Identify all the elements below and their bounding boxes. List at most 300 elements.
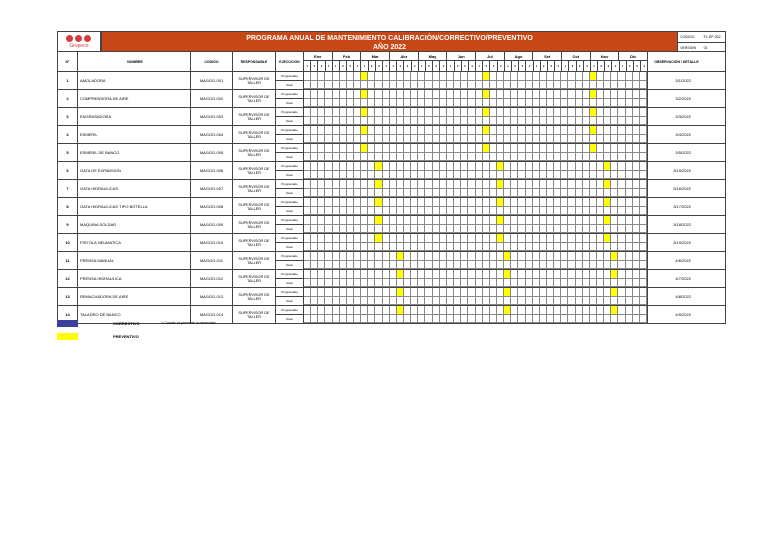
schedule-cell[interactable] [547, 99, 554, 108]
schedule-cell[interactable] [497, 270, 504, 279]
schedule-cell[interactable] [511, 153, 518, 162]
schedule-cell[interactable] [368, 81, 375, 90]
schedule-cell[interactable] [311, 135, 318, 144]
schedule-cell[interactable] [411, 171, 418, 180]
schedule-cell[interactable] [597, 252, 604, 261]
schedule-cell[interactable] [597, 216, 604, 225]
schedule-cell[interactable] [483, 207, 490, 216]
schedule-cell[interactable] [633, 162, 640, 171]
schedule-cell[interactable] [333, 90, 340, 99]
schedule-cell[interactable] [425, 81, 432, 90]
schedule-cell[interactable] [576, 153, 583, 162]
schedule-cell[interactable] [304, 99, 311, 108]
schedule-cell[interactable] [547, 90, 554, 99]
schedule-cell[interactable] [483, 216, 490, 225]
schedule-cell[interactable] [340, 171, 347, 180]
schedule-cell[interactable] [533, 297, 540, 306]
schedule-cell[interactable] [518, 252, 525, 261]
schedule-cell[interactable] [604, 72, 611, 81]
schedule-cell[interactable] [433, 153, 440, 162]
schedule-cell[interactable] [618, 126, 625, 135]
schedule-cell[interactable] [533, 153, 540, 162]
schedule-cell[interactable] [483, 252, 490, 261]
preventive-mark[interactable] [590, 108, 597, 117]
schedule-cell[interactable] [368, 225, 375, 234]
schedule-cell[interactable] [304, 306, 311, 315]
schedule-cell[interactable] [333, 297, 340, 306]
schedule-cell[interactable] [404, 99, 411, 108]
schedule-cell[interactable] [440, 189, 447, 198]
schedule-cell[interactable] [576, 162, 583, 171]
schedule-cell[interactable] [554, 153, 561, 162]
schedule-cell[interactable] [397, 144, 404, 153]
schedule-cell[interactable] [533, 198, 540, 207]
schedule-cell[interactable] [533, 117, 540, 126]
schedule-cell[interactable] [618, 162, 625, 171]
schedule-cell[interactable] [318, 171, 325, 180]
schedule-cell[interactable] [576, 261, 583, 270]
schedule-cell[interactable] [425, 117, 432, 126]
schedule-cell[interactable] [354, 225, 361, 234]
schedule-cell[interactable] [640, 99, 647, 108]
schedule-cell[interactable] [618, 315, 625, 324]
schedule-cell[interactable] [325, 261, 332, 270]
schedule-cell[interactable] [347, 288, 354, 297]
schedule-cell[interactable] [454, 90, 461, 99]
schedule-cell[interactable] [511, 279, 518, 288]
schedule-cell[interactable] [454, 216, 461, 225]
schedule-cell[interactable] [483, 225, 490, 234]
schedule-cell[interactable] [333, 162, 340, 171]
schedule-cell[interactable] [497, 288, 504, 297]
schedule-cell[interactable] [404, 198, 411, 207]
schedule-cell[interactable] [640, 189, 647, 198]
schedule-cell[interactable] [447, 144, 454, 153]
schedule-cell[interactable] [597, 126, 604, 135]
schedule-cell[interactable] [368, 108, 375, 117]
schedule-cell[interactable] [354, 270, 361, 279]
schedule-cell[interactable] [411, 216, 418, 225]
schedule-cell[interactable] [497, 279, 504, 288]
schedule-cell[interactable] [425, 198, 432, 207]
schedule-cell[interactable] [325, 81, 332, 90]
schedule-cell[interactable] [626, 252, 633, 261]
schedule-cell[interactable] [304, 72, 311, 81]
schedule-cell[interactable] [583, 252, 590, 261]
schedule-cell[interactable] [340, 216, 347, 225]
schedule-cell[interactable] [561, 279, 568, 288]
schedule-cell[interactable] [497, 297, 504, 306]
schedule-cell[interactable] [583, 153, 590, 162]
schedule-cell[interactable] [547, 72, 554, 81]
schedule-cell[interactable] [518, 171, 525, 180]
schedule-cell[interactable] [318, 117, 325, 126]
schedule-cell[interactable] [626, 180, 633, 189]
schedule-cell[interactable] [547, 126, 554, 135]
schedule-cell[interactable] [476, 99, 483, 108]
schedule-cell[interactable] [461, 252, 468, 261]
schedule-cell[interactable] [626, 207, 633, 216]
schedule-cell[interactable] [533, 162, 540, 171]
schedule-cell[interactable] [554, 117, 561, 126]
schedule-cell[interactable] [561, 126, 568, 135]
schedule-cell[interactable] [347, 108, 354, 117]
schedule-cell[interactable] [604, 288, 611, 297]
schedule-cell[interactable] [354, 72, 361, 81]
schedule-cell[interactable] [318, 99, 325, 108]
schedule-cell[interactable] [333, 198, 340, 207]
schedule-cell[interactable] [461, 243, 468, 252]
schedule-cell[interactable] [354, 279, 361, 288]
preventive-mark[interactable] [375, 180, 382, 189]
schedule-cell[interactable] [640, 306, 647, 315]
schedule-cell[interactable] [611, 279, 618, 288]
schedule-cell[interactable] [626, 144, 633, 153]
schedule-cell[interactable] [511, 126, 518, 135]
schedule-cell[interactable] [540, 144, 547, 153]
schedule-cell[interactable] [447, 189, 454, 198]
schedule-cell[interactable] [311, 81, 318, 90]
schedule-cell[interactable] [433, 126, 440, 135]
schedule-cell[interactable] [483, 315, 490, 324]
schedule-cell[interactable] [576, 126, 583, 135]
schedule-cell[interactable] [590, 306, 597, 315]
schedule-cell[interactable] [504, 72, 511, 81]
preventive-mark[interactable] [361, 126, 368, 135]
schedule-cell[interactable] [461, 90, 468, 99]
schedule-cell[interactable] [404, 153, 411, 162]
schedule-cell[interactable] [483, 288, 490, 297]
schedule-cell[interactable] [547, 198, 554, 207]
schedule-cell[interactable] [526, 216, 533, 225]
schedule-cell[interactable] [540, 207, 547, 216]
schedule-cell[interactable] [533, 90, 540, 99]
schedule-cell[interactable] [640, 81, 647, 90]
schedule-cell[interactable] [518, 216, 525, 225]
schedule-cell[interactable] [518, 234, 525, 243]
schedule-cell[interactable] [333, 261, 340, 270]
schedule-cell[interactable] [304, 270, 311, 279]
schedule-cell[interactable] [390, 297, 397, 306]
schedule-cell[interactable] [347, 207, 354, 216]
schedule-cell[interactable] [311, 117, 318, 126]
schedule-cell[interactable] [468, 198, 475, 207]
schedule-cell[interactable] [447, 72, 454, 81]
schedule-cell[interactable] [547, 189, 554, 198]
schedule-cell[interactable] [354, 297, 361, 306]
schedule-cell[interactable] [461, 99, 468, 108]
schedule-cell[interactable] [375, 207, 382, 216]
schedule-cell[interactable] [425, 279, 432, 288]
schedule-cell[interactable] [590, 180, 597, 189]
schedule-cell[interactable] [461, 144, 468, 153]
schedule-cell[interactable] [597, 117, 604, 126]
schedule-cell[interactable] [468, 171, 475, 180]
schedule-cell[interactable] [611, 234, 618, 243]
schedule-cell[interactable] [447, 297, 454, 306]
schedule-cell[interactable] [411, 252, 418, 261]
schedule-cell[interactable] [626, 81, 633, 90]
schedule-cell[interactable] [461, 117, 468, 126]
schedule-cell[interactable] [433, 171, 440, 180]
schedule-cell[interactable] [597, 225, 604, 234]
schedule-cell[interactable] [454, 162, 461, 171]
schedule-cell[interactable] [590, 153, 597, 162]
schedule-cell[interactable] [504, 99, 511, 108]
schedule-cell[interactable] [590, 288, 597, 297]
preventive-mark[interactable] [590, 126, 597, 135]
schedule-cell[interactable] [325, 225, 332, 234]
schedule-cell[interactable] [325, 207, 332, 216]
schedule-cell[interactable] [461, 261, 468, 270]
schedule-cell[interactable] [626, 297, 633, 306]
preventive-mark[interactable] [497, 162, 504, 171]
schedule-cell[interactable] [418, 189, 425, 198]
schedule-cell[interactable] [476, 270, 483, 279]
schedule-cell[interactable] [504, 279, 511, 288]
schedule-cell[interactable] [425, 171, 432, 180]
schedule-cell[interactable] [483, 198, 490, 207]
schedule-cell[interactable] [597, 162, 604, 171]
schedule-cell[interactable] [576, 207, 583, 216]
schedule-cell[interactable] [497, 72, 504, 81]
schedule-cell[interactable] [454, 315, 461, 324]
schedule-cell[interactable] [526, 162, 533, 171]
schedule-cell[interactable] [554, 180, 561, 189]
schedule-cell[interactable] [340, 108, 347, 117]
schedule-cell[interactable] [540, 234, 547, 243]
schedule-cell[interactable] [440, 207, 447, 216]
schedule-cell[interactable] [347, 90, 354, 99]
schedule-cell[interactable] [540, 297, 547, 306]
schedule-cell[interactable] [311, 225, 318, 234]
schedule-cell[interactable] [325, 135, 332, 144]
schedule-cell[interactable] [561, 135, 568, 144]
schedule-cell[interactable] [304, 189, 311, 198]
schedule-cell[interactable] [511, 297, 518, 306]
schedule-cell[interactable] [561, 261, 568, 270]
schedule-cell[interactable] [333, 279, 340, 288]
schedule-cell[interactable] [325, 288, 332, 297]
schedule-cell[interactable] [626, 171, 633, 180]
schedule-cell[interactable] [540, 225, 547, 234]
schedule-cell[interactable] [540, 108, 547, 117]
schedule-cell[interactable] [568, 81, 575, 90]
schedule-cell[interactable] [568, 189, 575, 198]
schedule-cell[interactable] [454, 153, 461, 162]
schedule-cell[interactable] [476, 288, 483, 297]
schedule-cell[interactable] [618, 135, 625, 144]
schedule-cell[interactable] [354, 207, 361, 216]
schedule-cell[interactable] [526, 270, 533, 279]
schedule-cell[interactable] [368, 261, 375, 270]
schedule-cell[interactable] [404, 117, 411, 126]
schedule-cell[interactable] [511, 144, 518, 153]
schedule-cell[interactable] [483, 279, 490, 288]
schedule-cell[interactable] [604, 99, 611, 108]
schedule-cell[interactable] [547, 108, 554, 117]
schedule-cell[interactable] [418, 252, 425, 261]
schedule-cell[interactable] [340, 288, 347, 297]
schedule-cell[interactable] [533, 81, 540, 90]
schedule-cell[interactable] [626, 126, 633, 135]
schedule-cell[interactable] [626, 306, 633, 315]
schedule-cell[interactable] [583, 297, 590, 306]
schedule-cell[interactable] [526, 90, 533, 99]
preventive-mark[interactable] [590, 144, 597, 153]
schedule-cell[interactable] [375, 279, 382, 288]
schedule-cell[interactable] [325, 243, 332, 252]
schedule-cell[interactable] [568, 279, 575, 288]
schedule-cell[interactable] [626, 189, 633, 198]
schedule-cell[interactable] [340, 270, 347, 279]
schedule-cell[interactable] [383, 297, 390, 306]
schedule-cell[interactable] [526, 297, 533, 306]
schedule-cell[interactable] [526, 261, 533, 270]
schedule-cell[interactable] [454, 81, 461, 90]
schedule-cell[interactable] [354, 216, 361, 225]
preventive-mark[interactable] [590, 90, 597, 99]
schedule-cell[interactable] [397, 216, 404, 225]
schedule-cell[interactable] [447, 162, 454, 171]
schedule-cell[interactable] [418, 207, 425, 216]
schedule-cell[interactable] [447, 279, 454, 288]
schedule-cell[interactable] [461, 162, 468, 171]
schedule-cell[interactable] [333, 189, 340, 198]
schedule-cell[interactable] [368, 243, 375, 252]
preventive-mark[interactable] [504, 252, 511, 261]
schedule-cell[interactable] [318, 315, 325, 324]
schedule-cell[interactable] [483, 234, 490, 243]
schedule-cell[interactable] [468, 135, 475, 144]
schedule-cell[interactable] [597, 99, 604, 108]
schedule-cell[interactable] [361, 162, 368, 171]
schedule-cell[interactable] [461, 279, 468, 288]
schedule-cell[interactable] [425, 72, 432, 81]
schedule-cell[interactable] [561, 297, 568, 306]
schedule-cell[interactable] [333, 216, 340, 225]
schedule-cell[interactable] [304, 225, 311, 234]
schedule-cell[interactable] [526, 153, 533, 162]
schedule-cell[interactable] [318, 207, 325, 216]
schedule-cell[interactable] [604, 189, 611, 198]
schedule-cell[interactable] [504, 225, 511, 234]
schedule-cell[interactable] [490, 189, 497, 198]
schedule-cell[interactable] [318, 90, 325, 99]
schedule-cell[interactable] [333, 135, 340, 144]
schedule-cell[interactable] [418, 117, 425, 126]
schedule-cell[interactable] [383, 261, 390, 270]
schedule-cell[interactable] [418, 144, 425, 153]
schedule-cell[interactable] [504, 90, 511, 99]
schedule-cell[interactable] [347, 144, 354, 153]
schedule-cell[interactable] [333, 144, 340, 153]
schedule-cell[interactable] [440, 306, 447, 315]
schedule-cell[interactable] [597, 234, 604, 243]
schedule-cell[interactable] [490, 198, 497, 207]
schedule-cell[interactable] [347, 306, 354, 315]
schedule-cell[interactable] [368, 126, 375, 135]
schedule-cell[interactable] [318, 72, 325, 81]
schedule-cell[interactable] [526, 81, 533, 90]
schedule-cell[interactable] [490, 270, 497, 279]
schedule-cell[interactable] [554, 261, 561, 270]
schedule-cell[interactable] [375, 108, 382, 117]
schedule-cell[interactable] [304, 180, 311, 189]
schedule-cell[interactable] [576, 234, 583, 243]
schedule-cell[interactable] [440, 72, 447, 81]
schedule-cell[interactable] [640, 216, 647, 225]
schedule-cell[interactable] [318, 81, 325, 90]
schedule-cell[interactable] [361, 198, 368, 207]
schedule-cell[interactable] [518, 126, 525, 135]
schedule-cell[interactable] [533, 108, 540, 117]
schedule-cell[interactable] [304, 108, 311, 117]
schedule-cell[interactable] [325, 270, 332, 279]
schedule-cell[interactable] [404, 126, 411, 135]
schedule-cell[interactable] [618, 279, 625, 288]
schedule-cell[interactable] [433, 90, 440, 99]
schedule-cell[interactable] [404, 252, 411, 261]
schedule-cell[interactable] [311, 243, 318, 252]
schedule-cell[interactable] [354, 261, 361, 270]
schedule-cell[interactable] [354, 162, 361, 171]
schedule-cell[interactable] [390, 180, 397, 189]
schedule-cell[interactable] [511, 189, 518, 198]
schedule-cell[interactable] [511, 288, 518, 297]
schedule-cell[interactable] [626, 288, 633, 297]
schedule-cell[interactable] [411, 90, 418, 99]
schedule-cell[interactable] [390, 207, 397, 216]
schedule-cell[interactable] [590, 198, 597, 207]
schedule-cell[interactable] [518, 270, 525, 279]
schedule-cell[interactable] [597, 135, 604, 144]
schedule-cell[interactable] [347, 162, 354, 171]
schedule-cell[interactable] [547, 180, 554, 189]
schedule-cell[interactable] [618, 153, 625, 162]
schedule-cell[interactable] [433, 198, 440, 207]
schedule-cell[interactable] [568, 216, 575, 225]
schedule-cell[interactable] [411, 270, 418, 279]
schedule-cell[interactable] [590, 270, 597, 279]
schedule-cell[interactable] [604, 279, 611, 288]
schedule-cell[interactable] [547, 243, 554, 252]
schedule-cell[interactable] [468, 243, 475, 252]
schedule-cell[interactable] [518, 243, 525, 252]
schedule-cell[interactable] [361, 252, 368, 261]
schedule-cell[interactable] [440, 234, 447, 243]
schedule-cell[interactable] [518, 297, 525, 306]
schedule-cell[interactable] [554, 279, 561, 288]
schedule-cell[interactable] [383, 252, 390, 261]
preventive-mark[interactable] [504, 270, 511, 279]
schedule-cell[interactable] [526, 207, 533, 216]
schedule-cell[interactable] [576, 171, 583, 180]
schedule-cell[interactable] [304, 243, 311, 252]
schedule-cell[interactable] [518, 288, 525, 297]
schedule-cell[interactable] [583, 108, 590, 117]
schedule-cell[interactable] [468, 279, 475, 288]
schedule-cell[interactable] [311, 144, 318, 153]
schedule-cell[interactable] [533, 207, 540, 216]
schedule-cell[interactable] [576, 180, 583, 189]
schedule-cell[interactable] [404, 297, 411, 306]
schedule-cell[interactable] [554, 198, 561, 207]
schedule-cell[interactable] [340, 243, 347, 252]
schedule-cell[interactable] [597, 90, 604, 99]
schedule-cell[interactable] [311, 153, 318, 162]
schedule-cell[interactable] [318, 252, 325, 261]
